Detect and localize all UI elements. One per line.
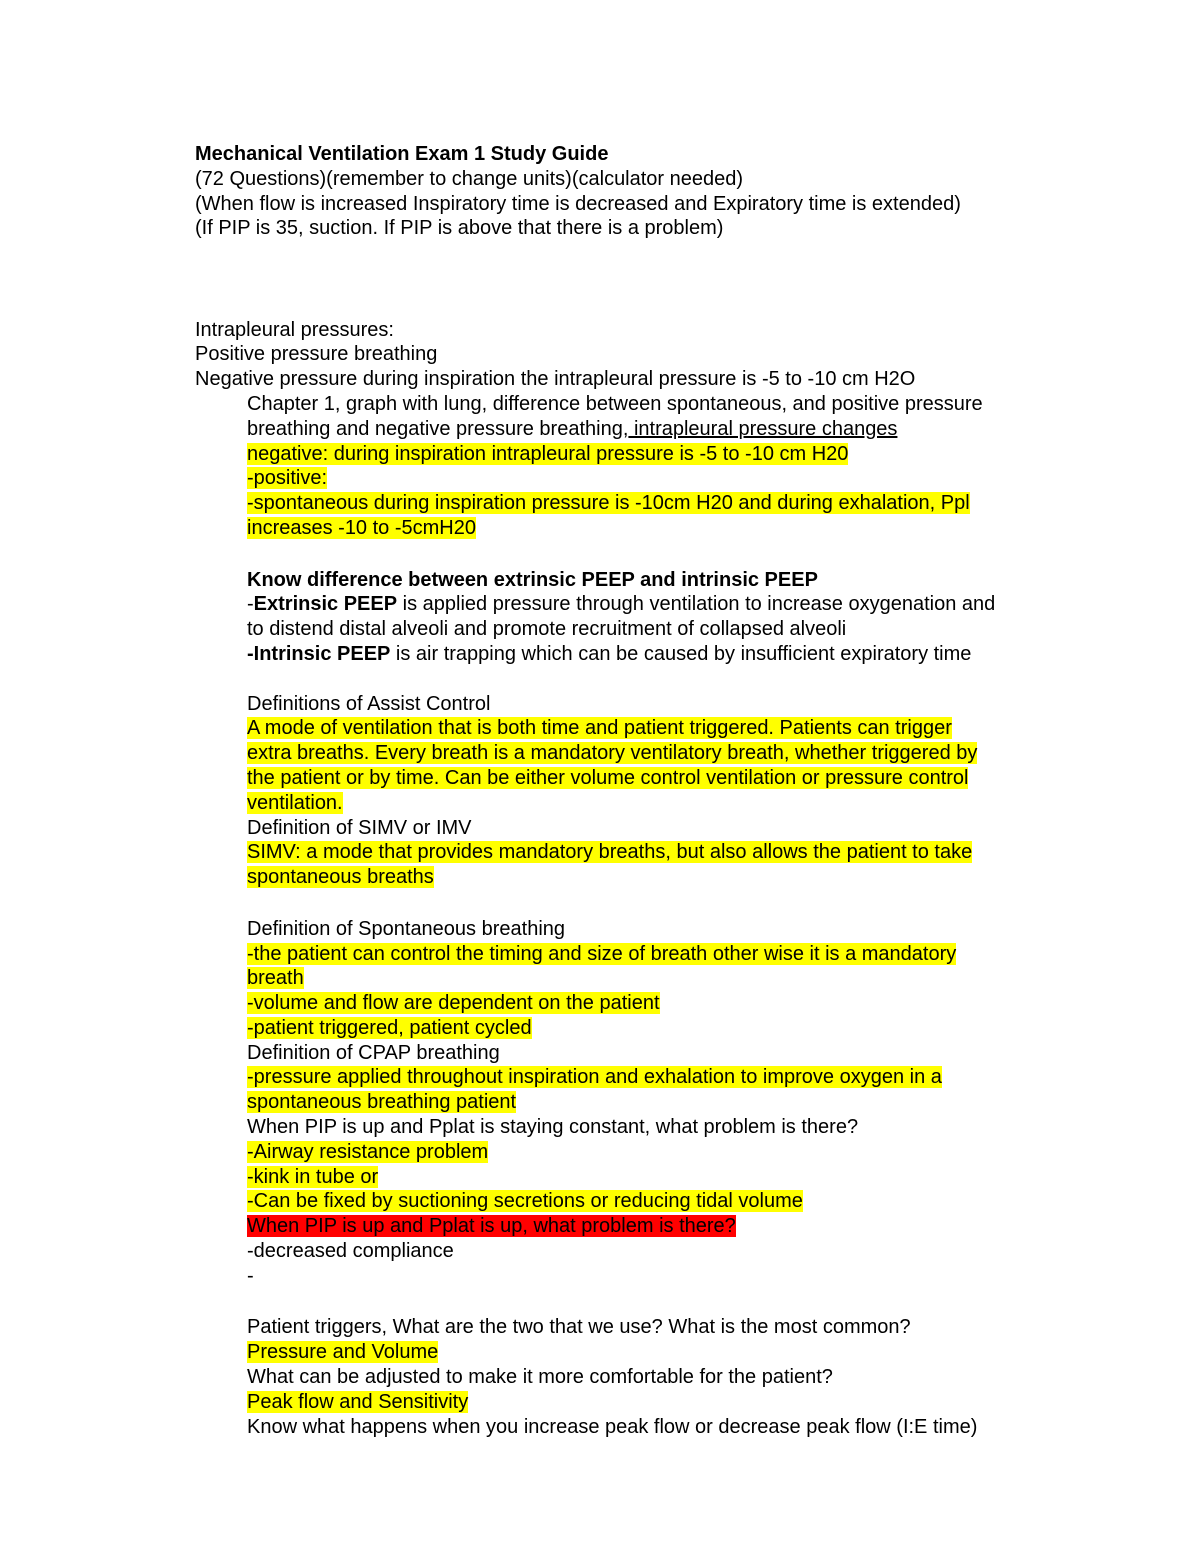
highlighted-line [195,1189,1075,1214]
highlighted-text: -volume and flow are dependent on the patient [247,992,660,1015]
extrinsic-peep-text: is applied pressure through ventilation to increase oxygenation and [397,593,996,616]
highlighted-text: Pressure and Volume [247,1341,439,1364]
red-highlighted-question: When PIP is up and Pplat is up, what problem is there? [247,1215,736,1238]
pip-answer: -decreased compliance [247,1240,454,1263]
chapter-note: Chapter 1, graph with lung, difference between spontaneous, and positive pressure [247,392,983,415]
header-note: (When flow is increased Inspiratory time is decreased and Expiratory time is extended) [195,192,961,215]
highlighted-line [195,466,1075,491]
highlighted-text: -spontaneous during inspiration pressure is -10cm H20 and during exhalation, Ppl [247,492,970,515]
chapter-note [195,417,1075,442]
highlighted-line [195,1090,1075,1115]
highlighted-line [195,1140,1075,1165]
comfort-question: What can be adjusted to make it more comfortable for the patient? [247,1366,833,1389]
highlighted-text: -kink in tube or [247,1165,379,1188]
highlighted-text: spontaneous breathing patient [247,1091,517,1114]
negative-pressure-line: Negative pressure during inspiration the intrapleural pressure is -5 to -10 cm H2O [195,368,916,391]
highlighted-text: increases -10 to -5cmH20 [247,516,476,539]
highlighted-text: A mode of ventilation that is both time and patient triggered. Patients can trigger [247,717,952,740]
highlighted-line [195,491,1075,516]
highlighted-text: the patient or by time. Can be either volume control ventilation or pressure control [247,766,969,789]
highlighted-text: -Airway resistance problem [247,1140,489,1163]
dash: - [247,593,254,616]
section-heading-assist-control: Definitions of Assist Control [247,692,491,715]
header-note: (If PIP is 35, suction. If PIP is above that there is a problem) [195,217,724,240]
highlighted-line [195,1065,1075,1090]
header-note: (72 Questions)(remember to change units)(calculator needed) [195,167,744,190]
section-heading-intrapleural: Intrapleural pressures: [195,318,394,341]
highlighted-text: -positive: [247,467,328,490]
highlighted-line [195,442,1075,467]
section-heading-simv: Definition of SIMV or IMV [247,816,472,839]
highlighted-text: extra breaths. Every breath is a mandatory ventilatory breath, whether triggered by [247,742,978,765]
document-title: Mechanical Ventilation Exam 1 Study Guide [195,143,609,165]
section-heading-peep: Know difference between extrinsic PEEP and intrinsic PEEP [247,568,818,591]
highlighted-text: -pressure applied throughout inspiration and exhalation to improve oxygen in a [247,1066,942,1089]
highlighted-text: breath [247,967,304,990]
highlighted-text: ventilation. [247,791,343,814]
highlighted-line [195,942,1075,967]
intrinsic-peep-text: is air trapping which can be caused by insufficient expiratory time [390,642,972,665]
extrinsic-peep-line [195,592,1075,617]
highlighted-text: SIMV: a mode that provides mandatory breaths, but also allows the patient to take [247,841,973,864]
highlighted-text: -the patient can control the timing and size of breath other wise it is a mandatory [247,942,957,965]
highlighted-text: spontaneous breaths [247,866,434,889]
section-heading-cpap: Definition of CPAP breathing [247,1041,500,1064]
highlighted-line [195,516,1075,541]
extrinsic-peep-line: to distend distal alveoli and promote recruitment of collapsed alveoli [247,618,847,641]
red-highlighted-line [195,1214,1075,1239]
highlighted-line [195,1340,1075,1365]
section-heading-spontaneous: Definition of Spontaneous breathing [247,917,566,940]
chapter-note-text: breathing and negative pressure breathing, [247,417,629,440]
underlined-phrase: intrapleural pressure changes [628,417,898,440]
highlighted-line [195,865,1075,890]
dash-line: - [247,1264,254,1287]
intrinsic-peep-line [195,642,1075,667]
triggers-question: Patient triggers, What are the two that we use? What is the most common? [247,1316,911,1339]
highlighted-line [195,966,1075,991]
highlighted-text: negative: during inspiration intrapleural pressure is -5 to -10 cm H20 [247,442,849,465]
positive-pressure-line: Positive pressure breathing [195,343,438,366]
highlighted-text: -patient triggered, patient cycled [247,1016,532,1039]
highlighted-line [195,1390,1075,1415]
highlighted-line [195,716,1075,741]
highlighted-line [195,840,1075,865]
highlighted-line [195,1016,1075,1041]
pip-question: When PIP is up and Pplat is staying constant, what problem is there? [247,1116,859,1139]
highlighted-line [195,791,1075,816]
document-body [195,142,1075,1439]
peak-flow-note: Know what happens when you increase peak flow or decrease peak flow (I:E time) [247,1415,978,1438]
highlighted-text: Peak flow and Sensitivity [247,1390,469,1413]
highlighted-line [195,991,1075,1016]
extrinsic-peep-label: Extrinsic PEEP [253,593,398,616]
highlighted-line [195,741,1075,766]
intrinsic-peep-label: -Intrinsic PEEP [247,642,391,665]
highlighted-line [195,766,1075,791]
highlighted-text: -Can be fixed by suctioning secretions or reducing tidal volume [247,1190,803,1213]
highlighted-line [195,1165,1075,1190]
